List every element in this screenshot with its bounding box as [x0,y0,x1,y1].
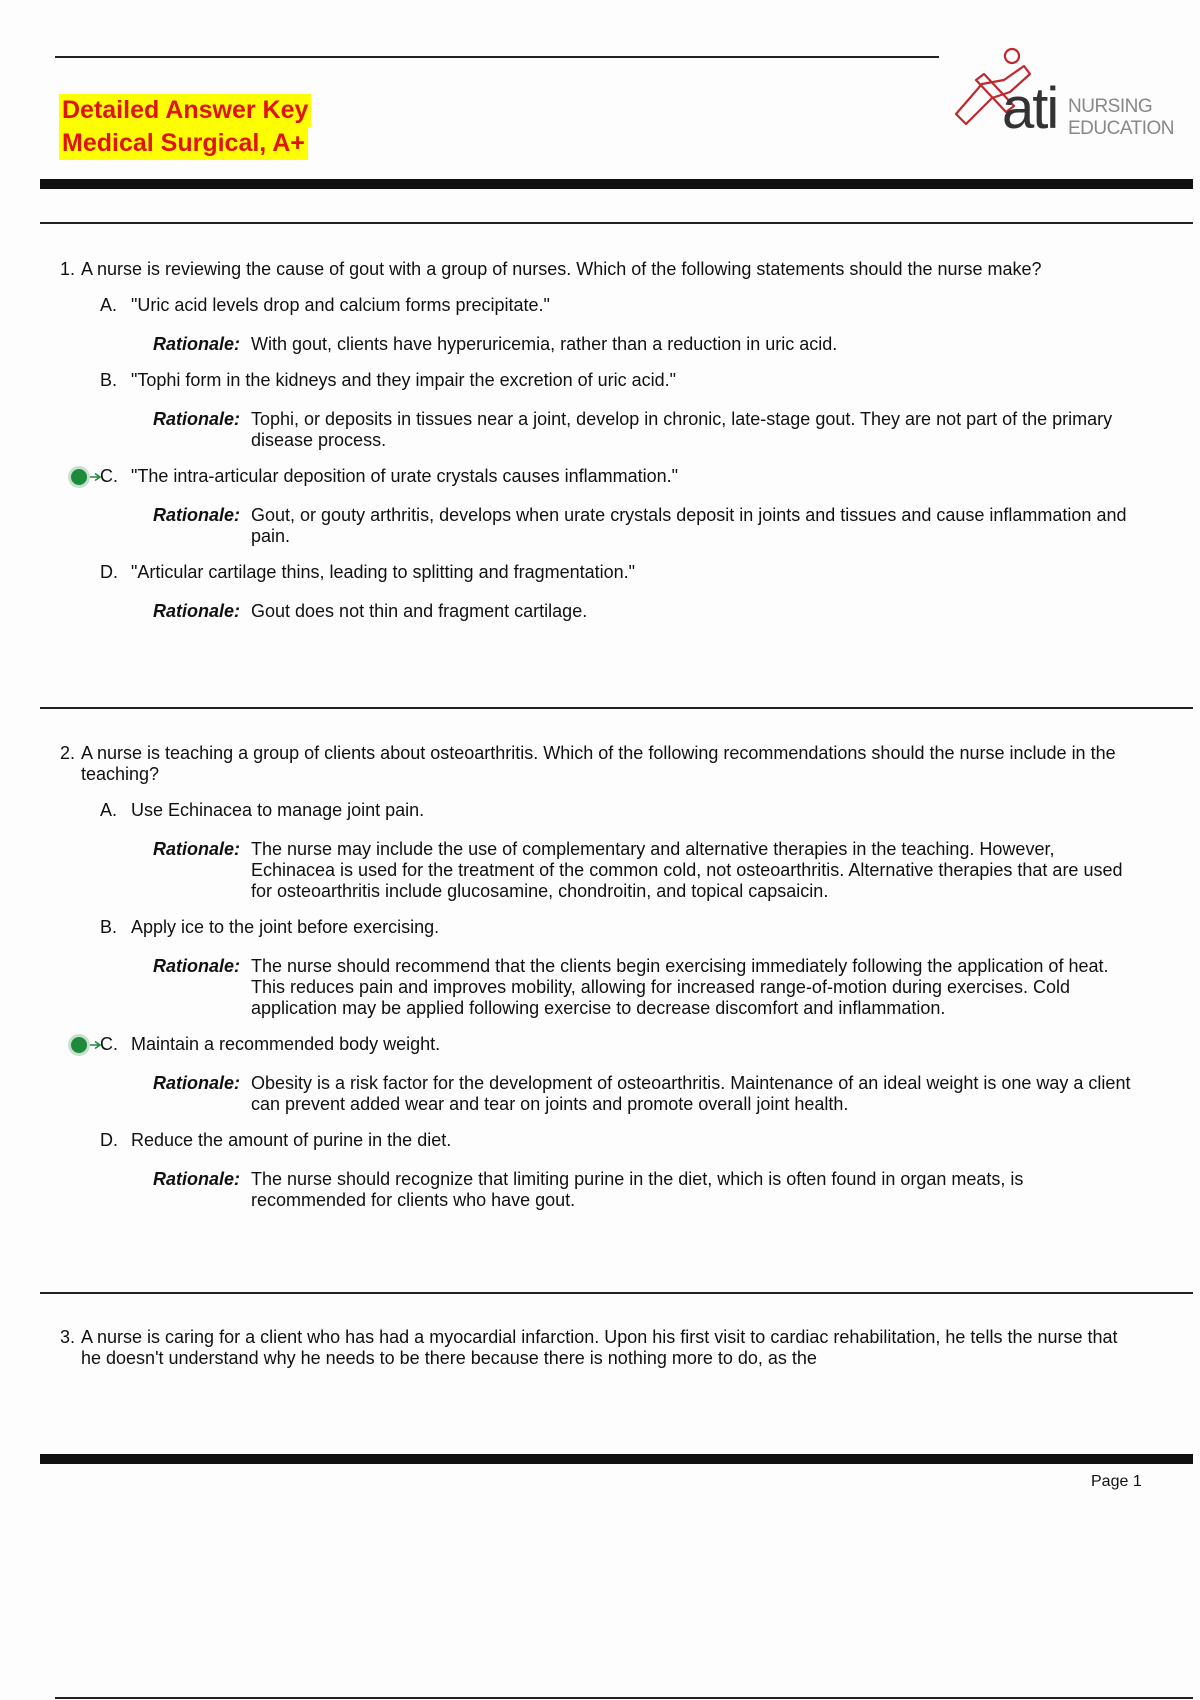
option-c-correct: C. Maintain a recommended body weight. [60,1034,1140,1055]
rationale: Rationale: Tophi, or deposits in tissues near a joint, develop in chronic, late-stage gout. They are not part of the primary disease process. [153,409,1113,450]
question-2 [60,743,1140,1211]
title-line-2: Medical Surgical, A+ [59,127,308,160]
header-thick-rule [40,179,1193,189]
logo-subtitle: NURSING EDUCATION [1068,96,1174,139]
option-b: B. Apply ice to the joint before exercising. [100,917,440,937]
option-text: "The intra-articular deposition of urate crystals causes inflammation." [131,466,679,486]
question-number: 1. [60,259,76,279]
question-1 [60,259,1140,622]
option-d: D. "Articular cartilage thins, leading to splitting and fragmentation." [100,562,636,582]
option-text: "Tophi form in the kidneys and they impair the excretion of uric acid." [131,370,677,390]
correct-answer-icon [66,464,104,490]
rationale: Rationale: Gout does not thin and fragment cartilage. [153,601,588,621]
footer-thick-rule [40,1454,1193,1464]
option-text: Use Echinacea to manage joint pain. [131,800,425,820]
rationale: Rationale: The nurse may include the use of complementary and alternative therapies in the teaching. However, Echinacea is used for the treatment of the common cold, not osteoarthritis. Alternative therapies that are used for osteoarthritis include glucosamine, chondroitin, and topical capsaicin. [153,839,1123,901]
option-c-correct: C. "The intra-articular deposition of urate crystals causes inflammation." [60,466,1140,487]
document-title [59,94,311,160]
rationale: Rationale: With gout, clients have hyperuricemia, rather than a reduction in uric acid. [153,334,838,354]
ati-logo [944,44,1174,144]
option-a: A. Use Echinacea to manage joint pain. [100,800,425,820]
question-number: 2. [60,743,76,763]
correct-answer-icon [66,1032,104,1058]
page-bottom-rule [55,1697,1193,1699]
page-number: Page 1 [1091,1473,1142,1490]
section-divider [40,707,1193,709]
option-d: D. Reduce the amount of purine in the diet. [100,1130,452,1150]
question-3 [60,1327,1140,1369]
option-text: "Articular cartilage thins, leading to splitting and fragmentation." [131,562,636,582]
rationale: Rationale: Obesity is a risk factor for the development of osteoarthritis. Maintenance of an ideal weight is one way a client can prevent added wear and tear on joints and promote overall joint health. [153,1073,1131,1114]
question-stem: 1. A nurse is reviewing the cause of gout with a group of nurses. Which of the following statements should the nurse make? [60,259,1042,279]
option-text: Reduce the amount of purine in the diet. [131,1130,452,1150]
rationale: Rationale: The nurse should recognize that limiting purine in the diet, which is often found in organ meats, is recommended for clients who have gout. [153,1169,1024,1210]
section-divider [40,222,1193,224]
option-a: A. "Uric acid levels drop and calcium forms precipitate." [100,295,550,315]
section-divider [40,1292,1193,1294]
title-line-1: Detailed Answer Key [59,94,311,127]
header-top-rule [55,56,939,58]
logo-wordmark: ati [1002,76,1058,141]
rationale: Rationale: The nurse should recommend that the clients begin exercising immediately following the application of heat. This reduces pain and improves mobility, allowing for increased range-of-motion during exercises. Cold application may be applied following exercise to decrease discomfort and inflammation. [153,956,1109,1018]
question-stem: 2. A nurse is teaching a group of clients about osteoarthritis. Which of the following recommendations should the nurse include in the teaching? [60,743,1116,784]
option-text: Maintain a recommended body weight. [131,1034,441,1054]
option-b: B. "Tophi form in the kidneys and they impair the excretion of uric acid." [100,370,677,390]
question-stem: 3. A nurse is caring for a client who has had a myocardial infarction. Upon his first visit to cardiac rehabilitation, he tells the nurse that he doesn't understand why he needs to be there because there is nothing more to do, as the [60,1327,1118,1368]
option-text: "Uric acid levels drop and calcium forms precipitate." [131,295,550,315]
rationale: Rationale: Gout, or gouty arthritis, develops when urate crystals deposit in joints and tissues and cause inflammation and pain. [153,505,1127,546]
question-number: 3. [60,1327,76,1347]
option-text: Apply ice to the joint before exercising. [131,917,440,937]
